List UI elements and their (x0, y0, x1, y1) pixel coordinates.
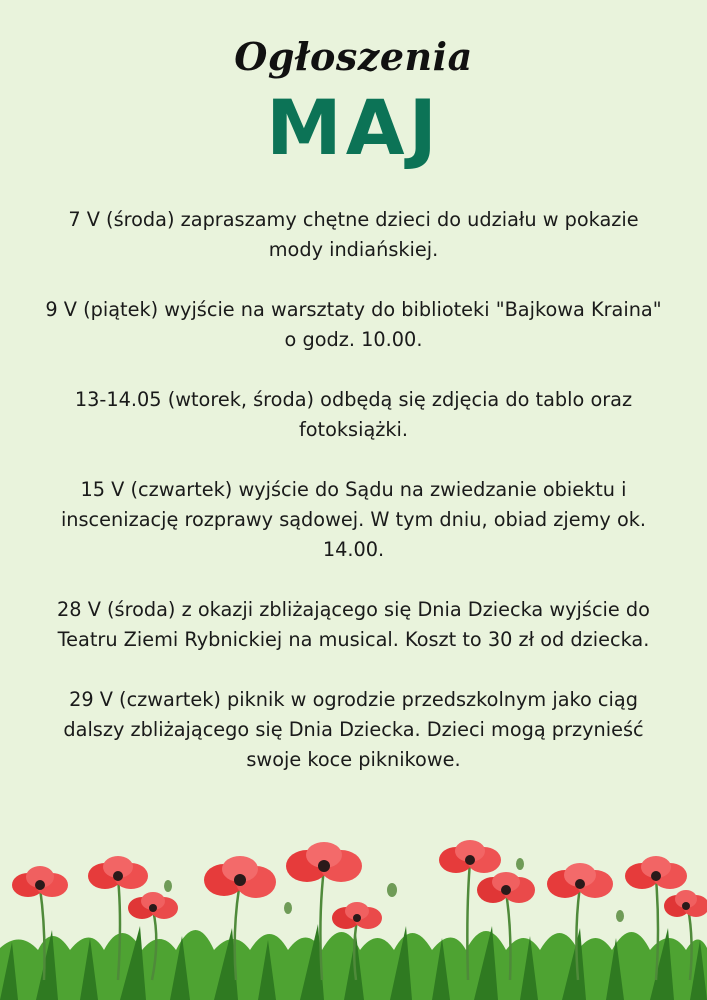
announcement-item: 29 V (czwartek) piknik w ogrodzie przedszkolnym jako ciąg dalszy zbliżającego się Dnia Dziecka. Dzieci mogą przynieść swoje koce piknikowe. (63, 688, 644, 771)
announcement-item: 13-14.05 (wtorek, środa) odbędą się zdjęcia do tablo oraz fotoksiążki. (74, 388, 633, 441)
poppy-flower-meadow-illustration (0, 830, 707, 1000)
announcement-item: 9 V (piątek) wyjście na warsztaty do biblioteki "Bajkowa Kraina" o godz. 10.00. (45, 298, 662, 351)
announcement-item: 28 V (środa) z okazji zbliżającego się Dnia Dziecka wyjście do Teatru Ziemi Rybnickiej na musical. Koszt to 30 zł od dziecka. (57, 598, 650, 651)
announcement-item: 7 V (środa) zapraszamy chętne dzieci do udziału w pokazie mody indiańskiej. (68, 208, 639, 261)
announcement-item: 15 V (czwartek) wyjście do Sądu na zwiedzanie obiektu i inscenizację rozprawy sądowej. W tym dniu, obiad zjemy ok. 14.00. (60, 478, 647, 561)
poster-header (0, 34, 707, 172)
month-title: MAJ (266, 83, 441, 172)
announcement-list (40, 205, 667, 805)
poster-title: Ogłoszenia (234, 34, 473, 79)
poppy-blossoms (12, 840, 707, 929)
